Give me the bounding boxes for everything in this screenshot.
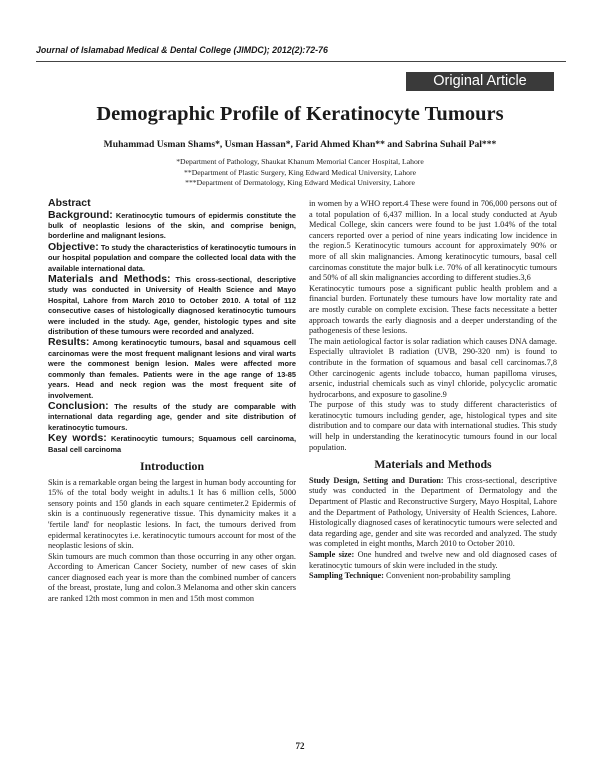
methods-label: Study Design, Setting and Duration: — [309, 475, 444, 485]
methods-text: One hundred and twelve new and old diagnosed cases of keratinocytic tumours of skin were included in the study. — [309, 550, 558, 570]
header-rule — [36, 61, 566, 62]
methods-label: Sampling Technique: — [309, 571, 384, 581]
abstract-title: Abstract — [48, 197, 91, 209]
abstract-label: Background: — [48, 208, 113, 221]
author-list: Muhammad Usman Shams*, Usman Hassan*, Farid Ahmed Khan** and Sabrina Suhail Pal*** — [103, 139, 497, 150]
article-type-badge: Original Article — [406, 72, 554, 91]
abstract-conclusion — [48, 401, 296, 433]
body-paragraph: The purpose of this study was to study different characteristics of keratinocytic tumours including gender, age, histological types and site distribution and to compare our data with international studies. This study will help in understanding the keratinocytic tumours found in our local population. — [309, 400, 557, 452]
methods-text: This cross-sectional, descriptive study was conducted in the Department of Dermatology and the Department of Plastic and Reconstructive Surgery, Mayo Hospital, Lahore and the Department of Pathology, University of Health Sciences, Lahore. Histologically diagnosed cases of keratinocytic tumours were selected and data regarding age, gender and site was recorded and analyzed. The study was completed in eight months, March 2010 to October 2010. — [309, 475, 557, 549]
intro-paragraph: Skin tumours are much common than those occurring in any other organ. According to American Cancer Society, number of new cases of skin cancer diagnosed each year is more than the combined number of cancers of the breast, prostate, lung and colon.3 Melanoma and other skin cancers are ranked 12th most common in men and 15th most common — [48, 551, 296, 604]
right-column — [309, 199, 557, 582]
body-paragraph: Keratinocytic tumours pose a significant public health problem and a financial burden. Fortunately these tumours have low mortality rate and are mostly curable on complete excision. These facts necessitate a better approach towards the early diagnosis and a deeper understanding of the pathogenesis of these lesions. — [309, 283, 557, 336]
abstract-label: Results: — [48, 336, 90, 349]
abstract-text: Keratinocytic tumours; Squamous cell carcinoma, Basal cell carcinoma — [48, 434, 296, 454]
methods-sample-size — [309, 550, 557, 571]
abstract-text: The results of the study are comparable with international data regarding age, gender and site distribution of keratinocytic tumours. — [48, 401, 296, 432]
methods-heading: Materials and Methods — [374, 457, 492, 472]
left-column — [48, 198, 296, 605]
abstract-results — [48, 337, 296, 400]
methods-sampling — [309, 571, 557, 582]
abstract-label: Conclusion: — [48, 399, 109, 412]
abstract-keywords — [48, 433, 296, 455]
abstract-background — [48, 210, 296, 242]
introduction-heading: Introduction — [139, 458, 205, 473]
abstract-text: To study the characteristics of keratinocytic tumours in our hospital population and compare the collected local data with the available international data. — [48, 242, 296, 273]
abstract-text: Among keratinocytic tumours, basal and squamous cell carcinomas were the most frequent malignant lesions and viral warts were the commonest benign lesion. Males were affected more commonly than females. Patients were in the age range of 13-85 years. Head and neck region was the most frequent site of involvement. — [48, 338, 296, 400]
methods-text: Convenient non-probability sampling — [383, 571, 511, 581]
affiliation-1: *Department of Pathology, Shaukat Khanum Memorial Cancer Hospital, Lahore — [176, 157, 424, 166]
abstract-text: This cross-sectional, descriptive study was conducted in University of Health Science and Mayo Hospital, Lahore from March 2010 to October 2010. A total of 112 consecutive cases of histologically diagnosed keratinocytic tumours were included in the study. Age, gender, histologic types and site distribution of these tumours were recorded and analyzed. — [48, 275, 296, 337]
journal-citation: Journal of Islamabad Medical & Dental College (JIMDC); 2012(2):72-76 — [36, 45, 328, 55]
methods-label: Sample size: — [309, 550, 355, 559]
abstract-objective — [48, 242, 296, 274]
abstract-methods — [48, 274, 296, 337]
affiliations — [0, 157, 600, 189]
abstract-label: Objective: — [48, 240, 99, 253]
abstract-label: Materials and Methods: — [48, 273, 171, 286]
article-title: Demographic Profile of Keratinocyte Tumours — [96, 103, 504, 125]
intro-paragraph: Skin is a remarkable organ being the largest in human body accounting for 15% of the total body weight in adults.1 It has 6 million cells, 5000 sensory points and 150 glands in each square centimeter.2 Epidermis of skin is a continuously regenerative tissue. This dynamicity makes it a 'fertile land' for neoplastic lesions. In fact, the tumours derived from epidermal keratinocytes i.e. keratinocytic tumours account for most of the neoplastic lesions of skin. — [48, 477, 296, 551]
body-paragraph: The main aetiological factor is solar radiation which causes DNA damage. Especially ultraviolet B radiation (UVB, 290-320 nm) is found to contribute in the formation of squamous and basal cell carcinomas.7,8 Other carcinogenic agents include tobacco, human papilloma viruses, arsenic, industrial chemicals such as vinyl chloride, polycyclic aromatic hydrocarbons, and exposure to gasoline.9 — [309, 336, 557, 399]
abstract-text: Keratinocytic tumours of epidermis constitute the bulk of neoplastic lesions of the skin, and comprise benign, borderline and malignant lesions. — [48, 210, 296, 241]
methods-study-design — [309, 476, 557, 550]
body-paragraph: in women by a WHO report.4 These were found in 706,000 persons out of a total population of 6,437 million. In a local study conducted at Ayub Medical College, skin cancers were found to be just 1.04% of the total cancers reported over a period of nine years indicating low incidence in the region.5 Keratinocytic tumours account for approximately 90% or more of all skin malignancies. Among keratinocytic tumours, basal cell carcinomas constitute the major bulk i.e. 70% of all keratinocytic tumours and 50% of all skin malignancies according to different studies.3,6 — [309, 199, 557, 283]
affiliation-2: **Department of Plastic Surgery, King Edward Medical University, Lahore — [184, 167, 416, 177]
page-number: 72 — [295, 741, 305, 751]
affiliation-3: ***Department of Dermatology, King Edward Medical University, Lahore — [185, 178, 415, 188]
abstract-label: Key words: — [48, 432, 107, 445]
